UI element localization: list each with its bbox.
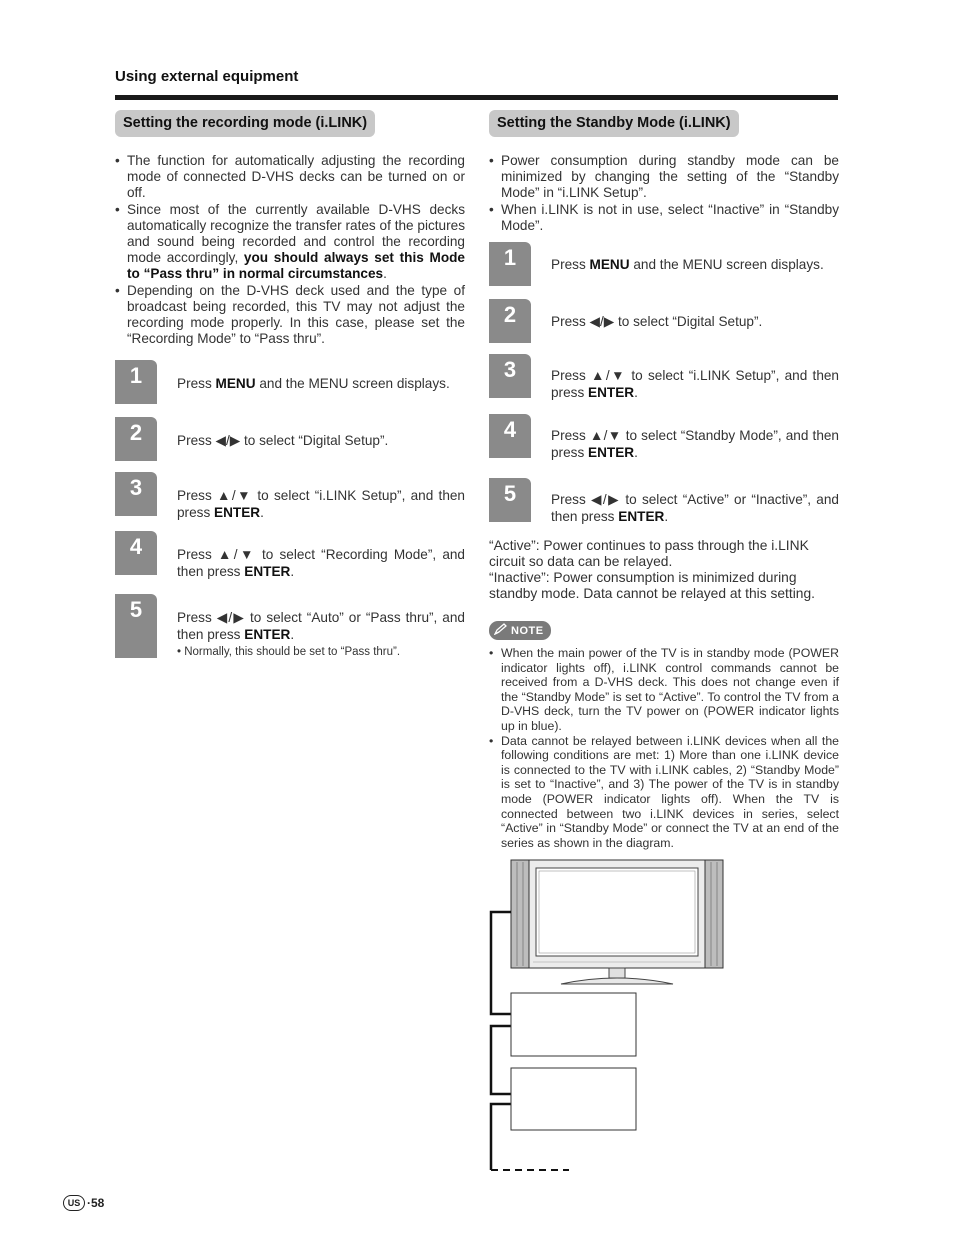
step-text: Press ▲/▼ to select “Recording Mode”, and then press ENTER. [177,547,465,579]
desc-active: “Active”: Power continues to pass through the i.LINK circuit so data can be relayed. [489,538,809,569]
step-text: Press ▲/▼ to select “i.LINK Setup”, and then press ENTER. [551,368,839,400]
step-number: 2 [489,299,531,343]
step-text: Press ▲/▼ to select “Standby Mode”, and then press ENTER. [551,428,839,460]
step-number: 1 [489,242,531,286]
step-number: 1 [115,360,157,404]
step-subnote: • Normally, this should be set to “Pass thru”. [177,646,401,658]
desc-inactive: “Inactive”: Power consumption is minimized during standby mode. Data cannot be relayed at this setting. [489,570,815,601]
list-item: • When i.LINK is not in use, select “Inactive” in “Standby Mode”. [489,202,839,234]
notes-list [489,646,839,850]
standby-descriptions [489,538,839,602]
ilink-connection-diagram [489,858,729,1178]
step-text: Press ◀/▶ to select “Auto” or “Pass thru”, and then press ENTER. [177,610,465,642]
note-label: NOTE [511,624,544,637]
pencil-icon [494,623,508,638]
device-box-icon [511,993,636,1056]
step-number: 5 [489,478,531,522]
step-text: Press MENU and the MENU screen displays. [551,257,824,272]
step-number: 2 [115,417,157,461]
standby-mode-bullets [489,153,839,234]
list-item: • When the main power of the TV is in standby mode (POWER indicator lights off), i.LINK control commands cannot be received from a D-VHS deck. This does not change even if the “Standby Mode” is set to “Active”. To control the TV from a D-VHS deck, turn the TV power on (POWER indicator lights up in blue). [489,646,839,734]
step-text: Press MENU and the MENU screen displays. [177,376,450,391]
step-text: Press ◀/▶ to select “Active” or “Inactive”, and then press ENTER. [551,492,839,524]
step-number: 3 [115,472,157,516]
note-badge [489,621,551,640]
diagram-svg [489,858,729,1178]
step-number: 4 [115,531,157,575]
list-item: • Depending on the D-VHS deck used and the type of broadcast being recorded, this TV may not adjust the recording mode properly. In this case, please set the “Recording Mode” to “Pass thru”. [115,283,465,348]
section-heading: Using external equipment [115,68,299,85]
page-footer [63,1195,104,1211]
step-number: 5 [115,594,157,658]
device-box-icon [511,1068,636,1130]
step-text: Press ◀/▶ to select “Digital Setup”. [177,433,389,448]
region-badge: US [63,1195,85,1211]
list-item: • Data cannot be relayed between i.LINK devices when all the following conditions are met: 1) More than one i.LINK device is connected to the TV with i.LINK cables, 2) “Standby Mode” is set to “Inactive”, and 3) The power of the TV is in standby mode (POWER indicator lights off). When the TV is connected between two i.LINK devices in series, select “Active” in “Standby Mode” or connect the TV at an end of the series as shown in the diagram. [489,734,839,851]
page-number: ·58 [87,1196,105,1210]
recording-mode-bullets [115,153,465,347]
step-number: 3 [489,354,531,398]
list-item: • The function for automatically adjusting the recording mode of connected D-VHS decks can be turned on or off. [115,153,465,202]
step-number: 4 [489,414,531,458]
list-item: • Power consumption during standby mode can be minimized by changing the setting of the “Standby Mode” in “i.LINK Setup”. [489,153,839,202]
recording-mode-column [115,110,465,658]
top-rule [115,95,838,100]
standby-mode-title: Setting the Standby Mode (i.LINK) [489,110,739,137]
tv-icon [511,860,723,984]
step-text: Press ◀/▶ to select “Digital Setup”. [551,314,763,329]
step-text: Press ▲/▼ to select “i.LINK Setup”, and then press ENTER. [177,488,465,520]
recording-mode-title: Setting the recording mode (i.LINK) [115,110,375,137]
standby-mode-column [489,110,839,850]
list-item: • Since most of the currently available D-VHS decks automatically recognize the transfer rates of the pictures and sound being recorded and control the recording mode accordingly, you should always set this Mode to “Pass thru” in normal circumstances. [115,202,465,283]
